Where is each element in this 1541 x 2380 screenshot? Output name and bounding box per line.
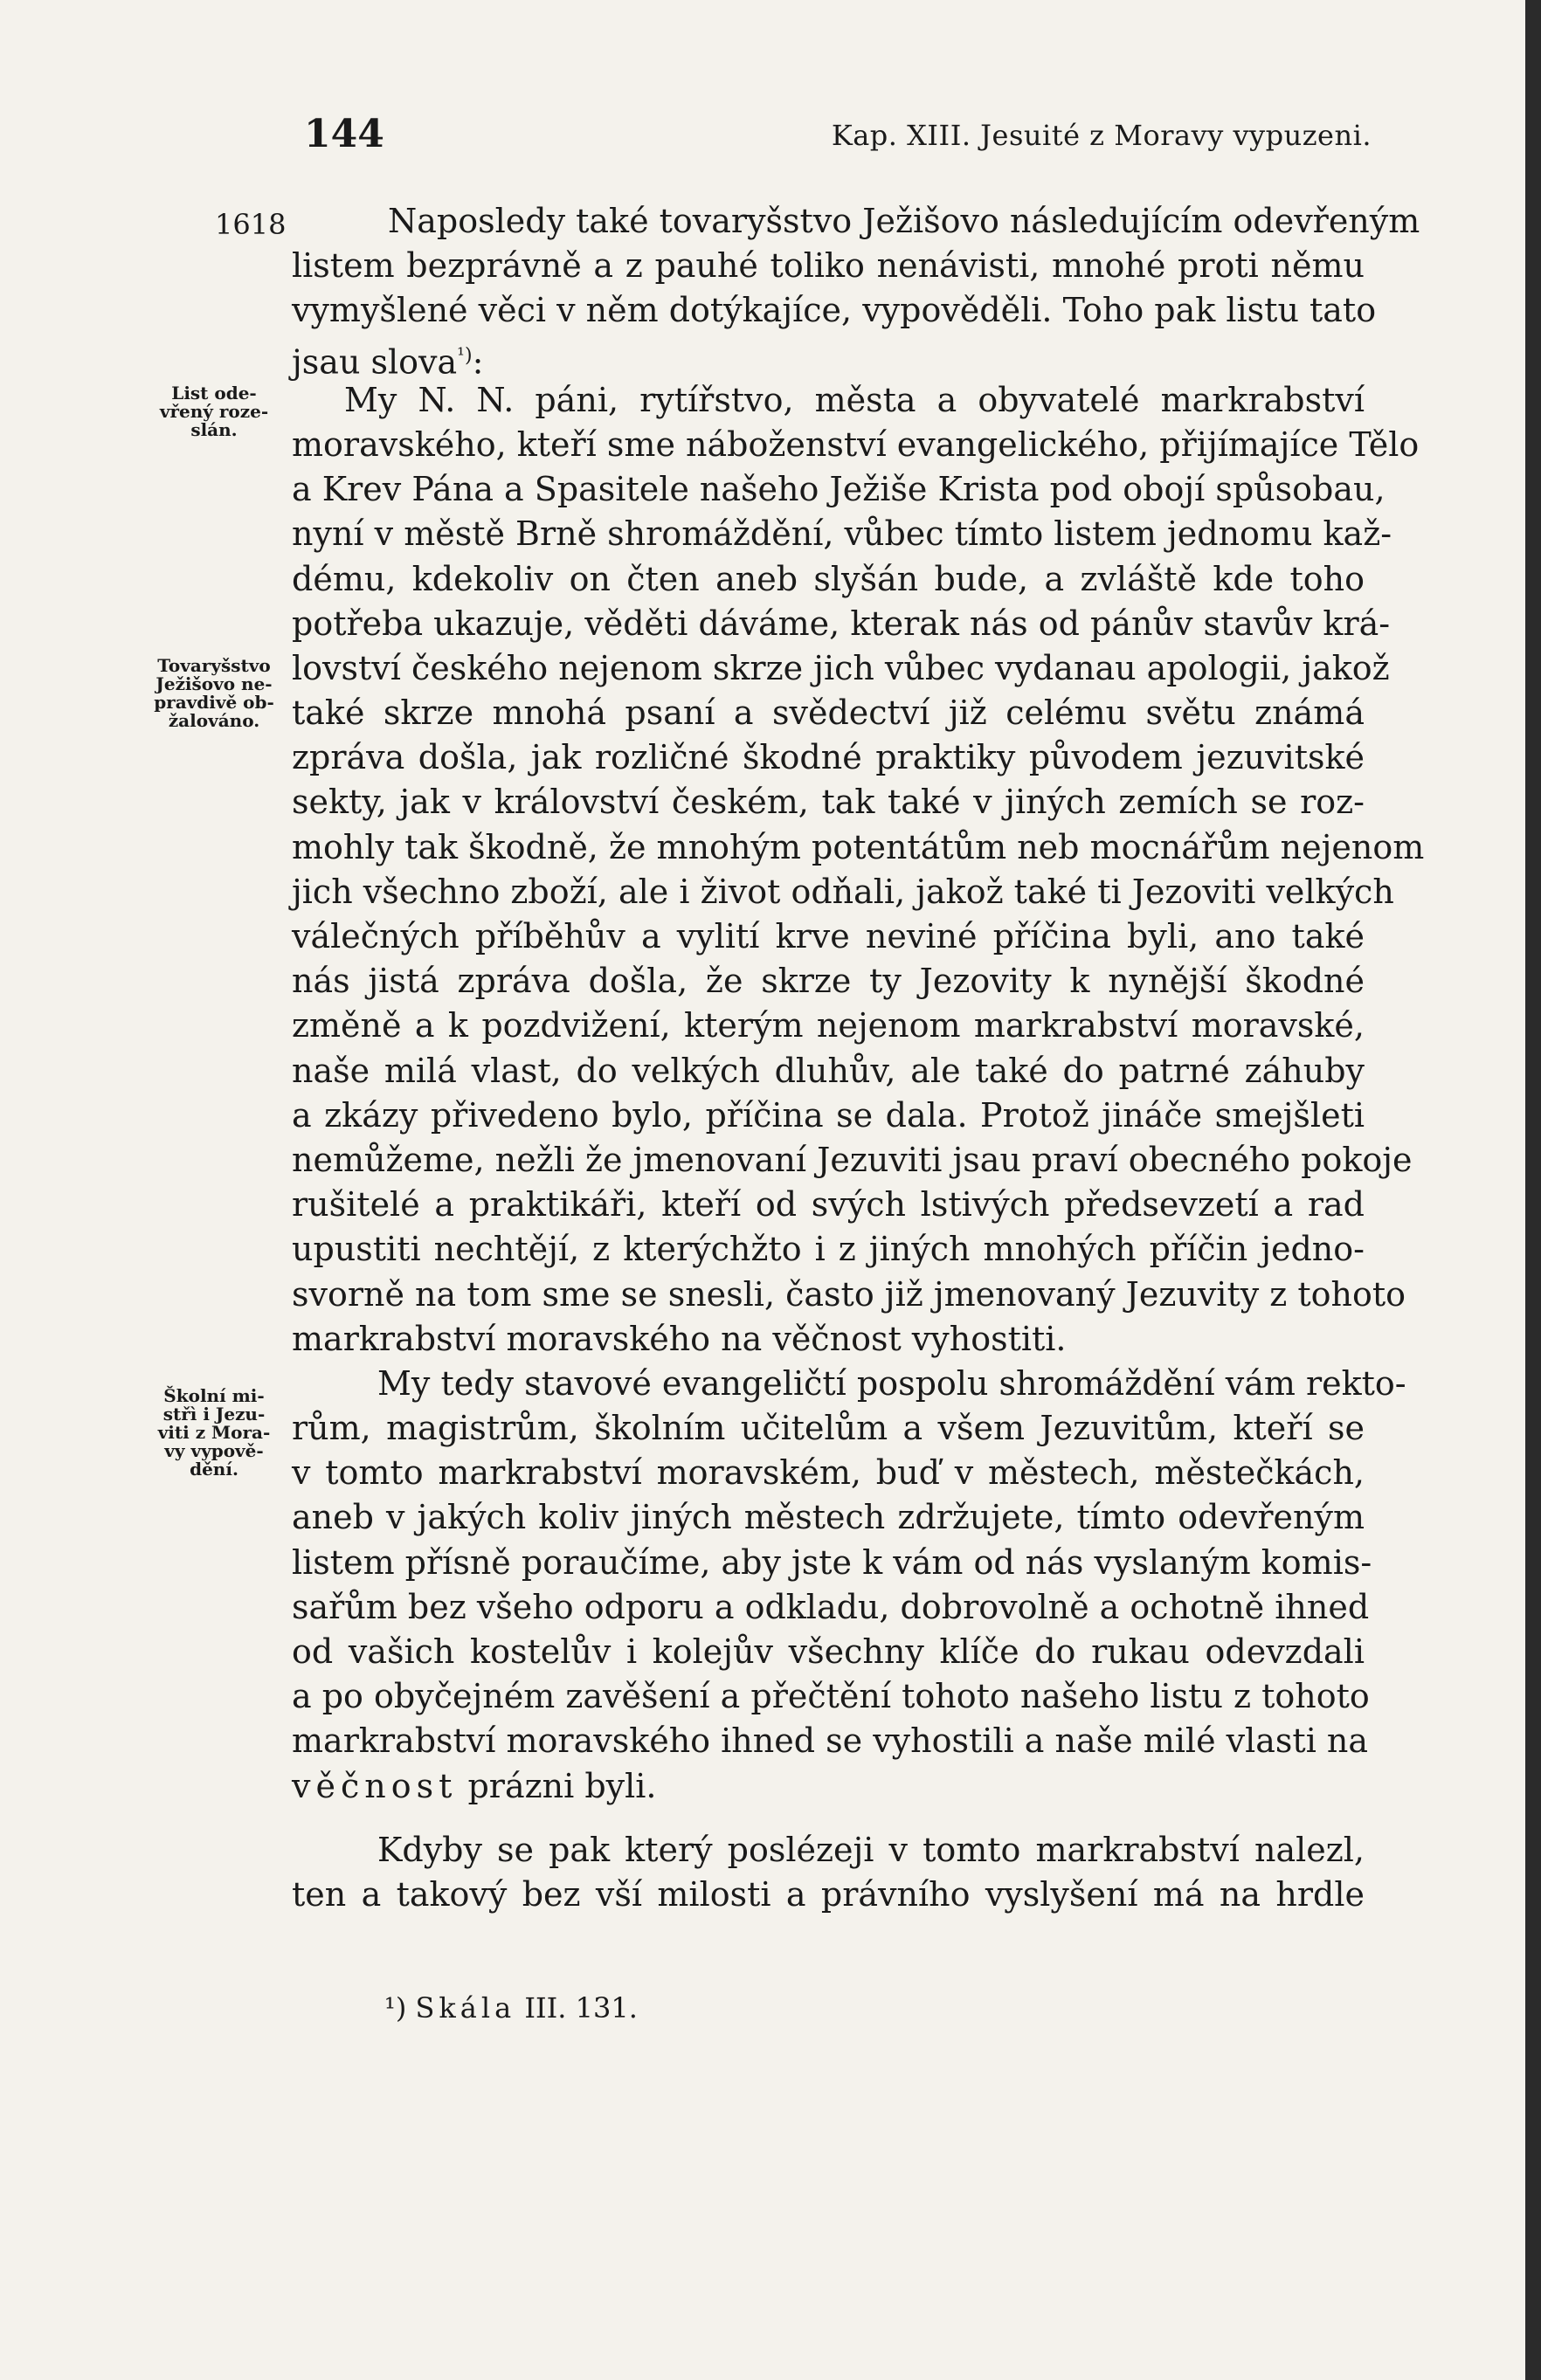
text-fragment: jsau slova [292, 342, 458, 382]
text-line: aneb v jakých koliv jiných městech zdržujete, tímto odevřeným [292, 1498, 1365, 1537]
text-line: vymyšlené věci v něm dotýkajíce, vypověděli. Toho pak listu tato [292, 291, 1377, 330]
text-line: nyní v městě Brně shromáždění, vůbec tímto listem jednomu kaž- [292, 514, 1392, 554]
text-line: změně a k pozdvižení, kterým nejenom markrabství moravské, [292, 1006, 1365, 1045]
text-line: dému, kdekoliv on čten aneb slyšán bude, a zvláště kde toho [292, 559, 1365, 598]
text-line: naše milá vlast, do velkých dluhův, ale také do patrné záhuby [292, 1051, 1365, 1090]
main-text [292, 199, 1425, 1917]
margin-note-line: slán. [190, 419, 238, 440]
emphasized-word: věčnost [292, 1766, 458, 1805]
text-line: My N. N. páni, rytířstvo, města a obyvatelé markrabství [344, 380, 1365, 419]
text-line: v tomto markrabství moravském, buď v městech, městečkách, [292, 1453, 1365, 1493]
margin-note-line: žalováno. [168, 710, 260, 731]
paragraph-intro [292, 199, 1420, 382]
footnote-source: Skála [415, 1991, 516, 2025]
text-line [292, 334, 1365, 382]
text-line: také skrze mnohá psaní a svědectví již celému světu známá [292, 693, 1365, 733]
footnote [384, 1991, 638, 2025]
margin-note-letter-sent [154, 384, 274, 439]
text-line: a Krev Pána a Spasitele našeho Ježiše Krista pod obojí spůsobau, [292, 470, 1386, 509]
running-title: Kap. XIII. Jesuité z Moravy vypuzeni. [831, 119, 1372, 152]
margin-note-line: Tovaryšstvo [157, 655, 271, 676]
text-line: sekty, jak v království českém, tak také v jiných zemích se roz- [292, 783, 1365, 822]
text-fragment: prázni byli. [457, 1766, 657, 1805]
text-line: moravského, kteří sme náboženství evangelického, přijímajíce Tělo [292, 424, 1420, 464]
margin-note-line: dění. [190, 1459, 238, 1480]
margin-note-line: vy vypově- [164, 1440, 264, 1461]
text-line: jich všechno zboží, ale i život odňali, jakož také ti Jezoviti velkých [292, 872, 1394, 911]
text-line: markrabství moravského na věčnost vyhostiti. [292, 1319, 1067, 1358]
margin-note-society-accused [154, 657, 274, 730]
text-line: ten a takový bez vší milosti a právního vyslyšení má na hrdle [292, 1874, 1365, 1914]
margin-note-line: List ode- [171, 383, 257, 404]
paragraph-letter [292, 378, 1425, 1362]
text-line: upustiti nechtějí, z kterýchžto i z jiných mnohých příčin jedno- [292, 1230, 1365, 1269]
footnote-ref: ¹) [457, 344, 473, 367]
text-line: mohly tak škodně, že mnohým potentátům neb mocnářům nejenom [292, 827, 1425, 866]
paragraph-penalty [292, 1828, 1365, 1917]
text-line: zpráva došla, jak rozličné škodné praktiky původem jezuvitské [292, 738, 1365, 777]
text-fragment: : [472, 342, 484, 382]
footnote-reference: III. 131. [515, 1991, 638, 2025]
paragraph-gap [292, 1809, 1365, 1828]
text-line: lovství českého nejenom skrze jich vůbec vydanau apologii, jakož [292, 648, 1390, 687]
margin-note-line: vřený roze- [159, 401, 269, 422]
text-line: markrabství moravského ihned se vyhostili a naše milé vlasti na [292, 1721, 1369, 1761]
margin-note-line: viti z Mora- [157, 1422, 271, 1443]
text-line: rušitelé a praktikáři, kteří od svých lstivých předsevzetí a rad [292, 1185, 1365, 1224]
text-line: Naposledy také tovaryšstvo Ježišovo následujícím odevřeným [388, 202, 1420, 240]
text-line: nemůžeme, nežli že jmenovaní Jezuviti jsau praví obecného pokoje [292, 1140, 1413, 1179]
text-line [292, 1764, 1365, 1809]
text-line: od vašich kostelův i kolejův všechny klíče do rukau odevzdali [292, 1632, 1365, 1671]
text-line: potřeba ukazuje, věděti dáváme, kterak nás od pánův stavův krá- [292, 604, 1391, 643]
text-line: Kdyby se pak který poslézeji v tomto markrabství nalezl, [377, 1830, 1365, 1869]
text-line: a zkázy přivedeno bylo, příčina se dala. Protož jináče smejšleti [292, 1095, 1365, 1135]
page-number: 144 [304, 112, 384, 156]
margin-note-school-expelled [154, 1387, 274, 1479]
text-line: nás jistá zpráva došla, že skrze ty Jezovity k nynější škodné [292, 962, 1365, 1001]
margin-note-line: pravdivě ob- [154, 692, 274, 713]
page-header [297, 112, 1372, 164]
margin-year: 1618 [215, 208, 287, 241]
text-line: sařům bez všeho odporu a odkladu, dobrovolně a ochotně ihned [292, 1587, 1370, 1626]
footnote-marker: ¹) [384, 1991, 407, 2025]
text-line: rům, magistrům, školním učitelům a všem Jezuvitům, kteří se [292, 1409, 1365, 1448]
text-line: My tedy stavové evangeličtí pospolu shromáždění vám rekto- [377, 1363, 1406, 1403]
margin-note-line: střì i Jezu- [162, 1404, 266, 1425]
paragraph-expulsion [292, 1362, 1406, 1809]
margin-note-line: Ježišovo ne- [155, 673, 273, 694]
margin-note-line: Školní mi- [163, 1385, 265, 1406]
text-line: a po obyčejném zavěšení a přečtění tohoto našeho listu z tohoto [292, 1677, 1370, 1716]
text-line: listem přísně poraučíme, aby jste k vám od nás vyslaným komis- [292, 1542, 1372, 1582]
text-line: svorně na tom sme se snesli, často již jmenovaný Jezuvity z tohoto [292, 1274, 1406, 1314]
text-line: listem bezprávně a z pauhé toliko nenávisti, mnohé proti němu [292, 246, 1365, 286]
text-line: válečných příběhův a vylití krve neviné příčina byli, ano také [292, 917, 1365, 955]
